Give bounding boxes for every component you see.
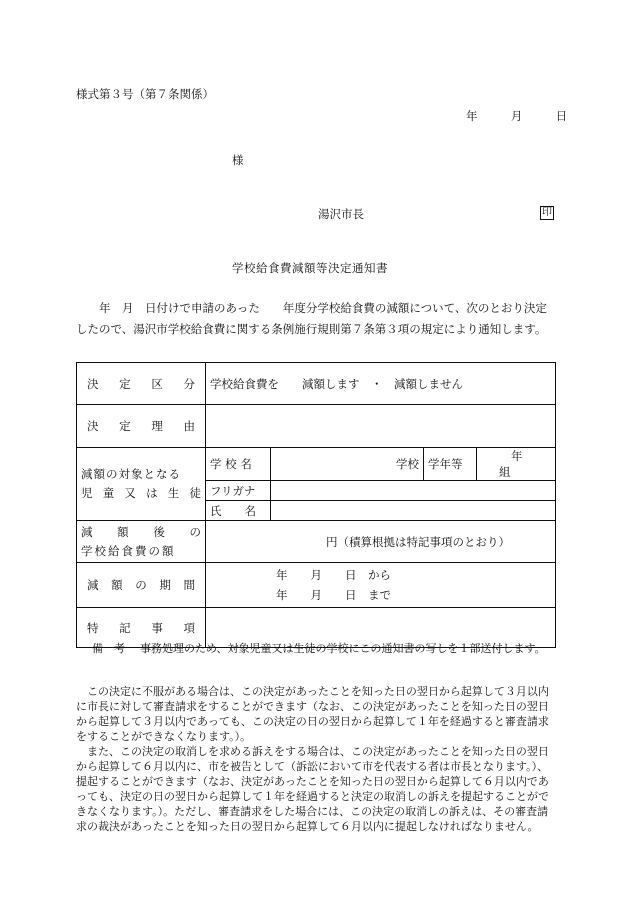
furigana-row <box>206 481 556 501</box>
reason-row <box>77 405 556 448</box>
target-row <box>77 448 556 521</box>
remarks-label: 備 考 <box>92 642 125 655</box>
date-day: 日 <box>555 109 568 123</box>
period-label: 減 額 の 期 間 <box>77 563 206 608</box>
document-title: 学校給食費減額等決定通知書 <box>232 261 388 275</box>
decision-value[interactable]: 学校給食費を 減額します ・ 減額しません <box>206 363 556 405</box>
target-inner-table <box>205 447 556 521</box>
grade-year: 年 <box>511 449 523 463</box>
notice-lawsuit: また、この決定の取消しを求める訴えをする場合は、この決定があったことを知った日の翌日から起算して６月以内に、市を被告として（訴訟において市を代表する者は市長となります。）、提起することができます（なお、決定があったことを知った日の翌日から起算して６月以内であっても、決定の日の翌日から起算して１年を経過すると決定の取消しの訴えを提起することができなくなります。）。ただし、審査請求をした場合には、この決定の取消しの訴えは、その審査請求の裁決があったことを知った日の翌日から起算して６月以内に提起しなければなりません。 <box>76 745 549 833</box>
period-to: 年 月 日 まで <box>276 588 391 602</box>
grade-field[interactable] <box>477 448 556 481</box>
date-line <box>466 108 567 124</box>
amount-after-value[interactable]: 円（積算根拠は特記事項のとおり） <box>206 521 556 563</box>
grade-class: 組 <box>499 465 511 479</box>
decision-row <box>77 363 556 405</box>
amount-after-label: 減 額 後 の 学校給食費の額 <box>77 521 206 563</box>
amount-after-row <box>77 521 556 563</box>
period-value[interactable] <box>206 563 556 608</box>
furigana-field[interactable] <box>271 481 556 501</box>
reason-value[interactable] <box>206 405 556 448</box>
date-year: 年 <box>466 109 478 123</box>
notice-review-request: この決定に不服がある場合は、この決定があったことを知った日の翌日から起算して３月以内に市長に対して審査請求をすることができます（なお、この決定があったことを知った日の翌日から起算して３月以内であっても、この決定の日の翌日から起算して１年を経過すると審査請求をすることができなくなります。）。 <box>76 685 549 743</box>
seal-mark: 印 <box>542 207 552 218</box>
form-number: 様式第３号（第７条関係） <box>76 87 214 101</box>
school-name-field[interactable] <box>271 448 424 481</box>
name-label: 氏 名 <box>206 501 271 521</box>
period-from: 年 月 日 から <box>276 568 391 582</box>
issuer-name: 湯沢市長 <box>318 207 364 221</box>
decision-label-text: 決 定 区 分 <box>87 376 195 391</box>
date-month: 月 <box>510 109 523 123</box>
reason-label: 決 定 理 由 <box>77 405 206 448</box>
target-label: 減額の対象となる 児 童 又 は 生 徒 <box>77 448 206 521</box>
special-label: 特 記 事 項 <box>77 608 206 648</box>
target-label-line1: 減額の対象となる <box>81 467 181 481</box>
school-row <box>206 448 556 481</box>
remarks <box>92 642 558 656</box>
furigana-label: フリガナ <box>206 481 271 501</box>
grade-label: 学年等 <box>424 448 477 481</box>
intro-paragraph: 年 月 日付けで申請のあった 年度分学校給食費の減額について、次のとおり決定したので、湯沢市学校給食費に関する条例施行規則第７条第３項の規定により通知します。 <box>76 301 547 336</box>
school-name-label: 学 校 名 <box>206 448 271 481</box>
appeal-notices <box>76 684 558 834</box>
name-row <box>206 501 556 521</box>
period-row <box>77 563 556 608</box>
addressee-suffix: 様 <box>232 153 244 167</box>
school-suffix: 学校 <box>396 457 419 471</box>
decision-label <box>77 363 206 405</box>
name-field[interactable] <box>271 501 556 521</box>
decision-table <box>76 362 556 648</box>
remarks-text: 事務処理のため、対象児童又は生徒の学校にこの通知書の写しを１部送付します。 <box>140 642 546 655</box>
target-details <box>206 448 556 521</box>
